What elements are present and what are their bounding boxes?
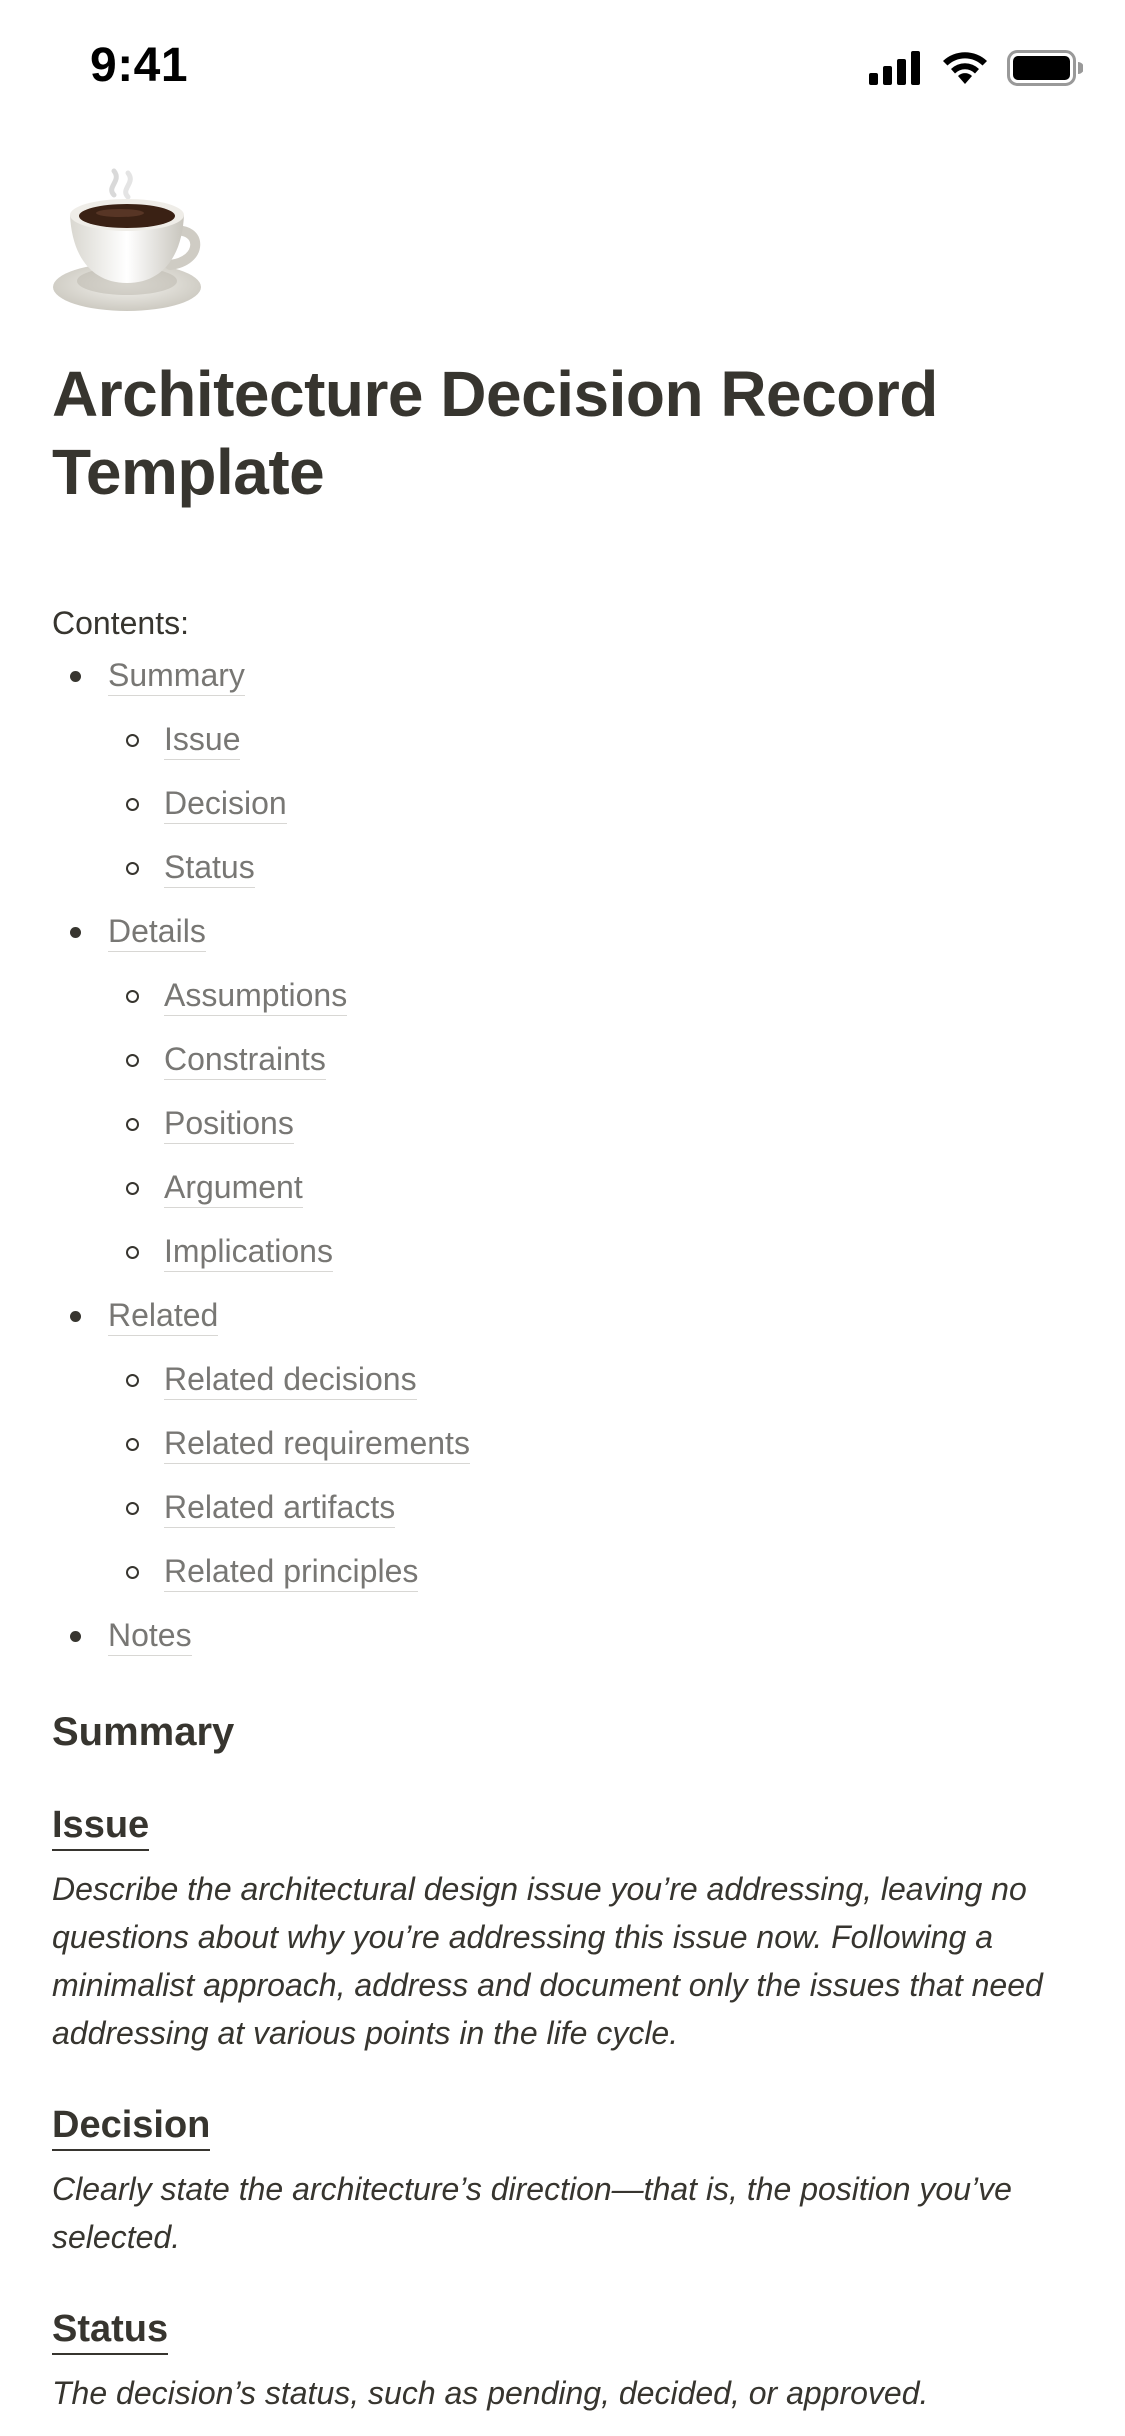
issue-text: Describe the architectural design issue you’re addressing, leaving no questions about why you’re addressing this issue now. Following a minimalist approach, address and document only the issues that need addressing at various points in the life cycle. xyxy=(52,1871,1043,2051)
bullet-circle-icon xyxy=(126,1246,139,1259)
toc-item xyxy=(52,1027,1082,1091)
toc-link-details[interactable]: Details xyxy=(108,911,206,952)
toc-item xyxy=(52,1475,1082,1539)
status-heading: Status xyxy=(52,2305,168,2355)
bullet-circle-icon xyxy=(126,862,139,875)
decision-heading: Decision xyxy=(52,2101,210,2151)
contents-label: Contents: xyxy=(52,605,189,641)
coffee-cup-icon[interactable] xyxy=(52,165,212,315)
toc-link-related-principles[interactable]: Related principles xyxy=(164,1551,418,1592)
toc-item xyxy=(52,1411,1082,1475)
toc-group-notes xyxy=(52,1603,1082,1667)
toc-item xyxy=(52,1155,1082,1219)
toc-item xyxy=(52,963,1082,1027)
toc-link-implications[interactable]: Implications xyxy=(164,1231,333,1272)
bullet-circle-icon xyxy=(126,1374,139,1387)
toc-group-related xyxy=(52,1283,1082,1603)
decision-section xyxy=(52,2101,1082,2261)
bullet-disc-icon xyxy=(70,671,81,682)
issue-section xyxy=(52,1801,1082,2057)
page-title: Architecture Decision Record Template xyxy=(52,358,938,508)
toc-item xyxy=(52,707,1082,771)
bullet-circle-icon xyxy=(126,734,139,747)
bullet-circle-icon xyxy=(126,1438,139,1451)
toc-link-constraints[interactable]: Constraints xyxy=(164,1039,326,1080)
toc-item xyxy=(52,835,1082,899)
bullet-disc-icon xyxy=(70,927,81,938)
bullet-disc-icon xyxy=(70,1311,81,1322)
toc-link-argument[interactable]: Argument xyxy=(164,1167,303,1208)
status-bar xyxy=(0,0,1125,140)
toc-item xyxy=(52,1219,1082,1283)
toc-link-summary[interactable]: Summary xyxy=(108,655,245,696)
bullet-circle-icon xyxy=(126,1118,139,1131)
summary-heading: Summary xyxy=(52,1710,235,1754)
decision-text: Clearly state the architecture’s direction—that is, the position you’ve selected. xyxy=(52,2171,1012,2255)
issue-heading: Issue xyxy=(52,1801,149,1851)
toc-item xyxy=(52,1347,1082,1411)
toc-item xyxy=(52,1603,1082,1667)
toc-link-related-artifacts[interactable]: Related artifacts xyxy=(164,1487,395,1528)
bullet-circle-icon xyxy=(126,1502,139,1515)
toc-link-issue[interactable]: Issue xyxy=(164,719,240,760)
bullet-circle-icon xyxy=(126,990,139,1003)
toc-link-related-decisions[interactable]: Related decisions xyxy=(164,1359,417,1400)
toc-item xyxy=(52,899,1082,963)
toc-link-related[interactable]: Related xyxy=(108,1295,218,1336)
status-icons xyxy=(869,50,1083,86)
toc-item xyxy=(52,1283,1082,1347)
bullet-disc-icon xyxy=(70,1631,81,1642)
toc-group-details xyxy=(52,899,1082,1283)
toc-item xyxy=(52,771,1082,835)
toc-item xyxy=(52,643,1082,707)
bullet-circle-icon xyxy=(126,1054,139,1067)
toc-link-assumptions[interactable]: Assumptions xyxy=(164,975,347,1016)
table-of-contents xyxy=(52,643,1082,1667)
page-content xyxy=(52,165,1082,2417)
status-section xyxy=(52,2305,1082,2417)
toc-link-decision[interactable]: Decision xyxy=(164,783,287,824)
status-time: 9:41 xyxy=(90,39,189,92)
wifi-icon xyxy=(941,50,989,86)
bullet-circle-icon xyxy=(126,798,139,811)
battery-icon xyxy=(1007,50,1083,86)
bullet-circle-icon xyxy=(126,1566,139,1579)
toc-link-notes[interactable]: Notes xyxy=(108,1615,192,1656)
cellular-signal-icon xyxy=(869,51,923,85)
toc-group-summary xyxy=(52,643,1082,899)
status-text: The decision’s status, such as pending, decided, or approved. xyxy=(52,2375,929,2411)
toc-item xyxy=(52,1091,1082,1155)
bullet-circle-icon xyxy=(126,1182,139,1195)
toc-link-related-requirements[interactable]: Related requirements xyxy=(164,1423,470,1464)
toc-link-status[interactable]: Status xyxy=(164,847,255,888)
toc-link-positions[interactable]: Positions xyxy=(164,1103,294,1144)
toc-item xyxy=(52,1539,1082,1603)
